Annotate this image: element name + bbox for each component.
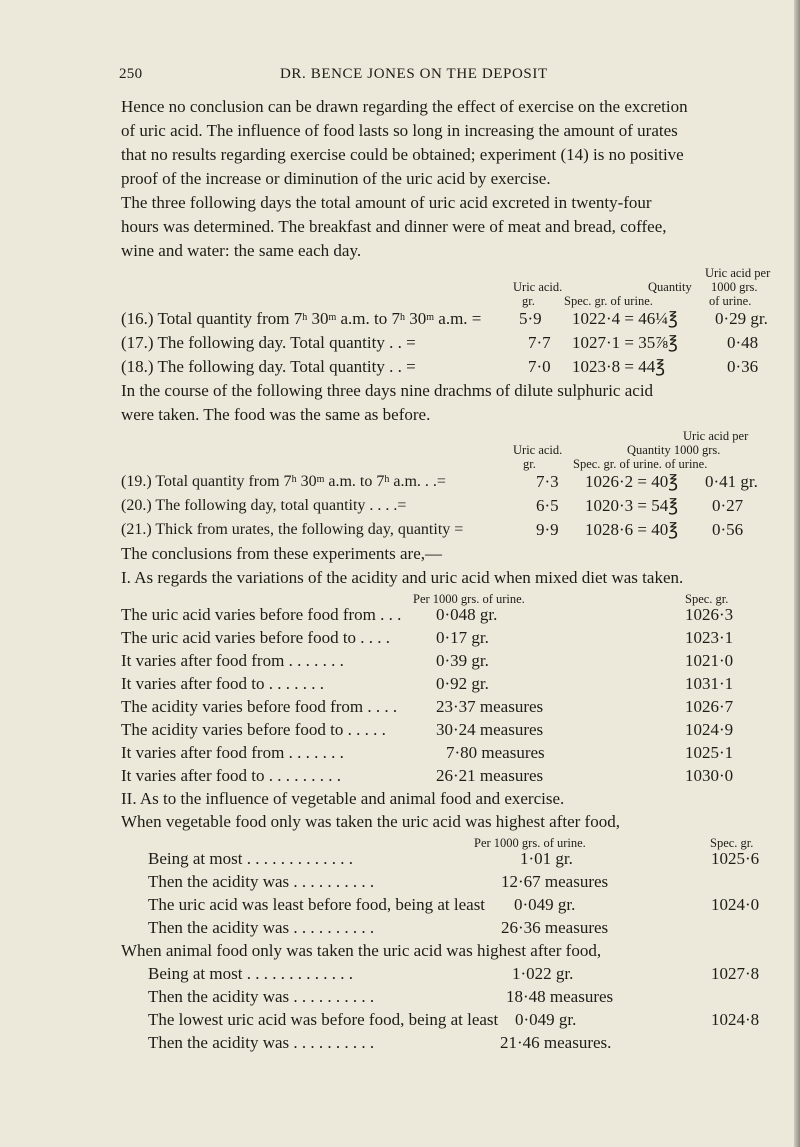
text-line: When animal food only was taken the uric acid was highest after food, bbox=[121, 941, 602, 960]
spec-cell: 1027·1 = 35⅞℥ bbox=[572, 333, 678, 352]
per-cell: 0·41 gr. bbox=[705, 472, 758, 491]
spec-cell: 1027·8 bbox=[711, 964, 760, 983]
text-line: I. As regards the variations of the acidity and uric acid when mixed diet was taken. bbox=[121, 568, 684, 587]
col-header: Spec. gr. of urine. bbox=[564, 294, 653, 308]
grains-cell: 7·7 bbox=[528, 333, 551, 352]
grains-cell: 6·5 bbox=[536, 496, 559, 515]
table-row: Then the acidity was . . . . . . . . . . bbox=[148, 1033, 375, 1052]
spec-cell: 1024·0 bbox=[711, 895, 760, 914]
per-cell: 0·48 bbox=[727, 333, 759, 352]
table-row: (18.) The following day. Total quantity . . = bbox=[121, 357, 416, 376]
value-cell: 23·37 measures bbox=[436, 697, 544, 716]
table-row: The uric acid was least before food, being at least bbox=[148, 895, 486, 914]
spec-cell: 1030·0 bbox=[685, 766, 734, 785]
text-line: of uric acid. The influence of food lasts so long in increasing the amount of urates bbox=[121, 121, 678, 140]
value-cell: 0·049 gr. bbox=[514, 895, 576, 914]
spec-cell: 1025·6 bbox=[711, 849, 760, 868]
per-cell: 0·29 gr. bbox=[715, 309, 768, 328]
table-row: (19.) Total quantity from 7$^h$ 30$^m$ a.m. to 7$^h$ a.m. . .= bbox=[121, 473, 446, 490]
value-cell: 26·36 measures bbox=[501, 918, 609, 937]
table-row: It varies after food to . . . . . . . . . bbox=[121, 766, 341, 785]
col-header: gr. bbox=[523, 457, 536, 471]
value-cell: 0·049 gr. bbox=[515, 1010, 577, 1029]
spec-cell: 1023·8 = 44℥ bbox=[572, 357, 666, 376]
grains-cell: 9·9 bbox=[536, 520, 559, 539]
table-row: The uric acid varies before food from . . . bbox=[121, 605, 402, 624]
table-row: (16.) Total quantity from 7$^h$ 30$^m$ a.m. to 7$^h$ 30$^m$ a.m. = bbox=[121, 309, 482, 328]
table-row: Being at most . . . . . . . . . . . . . bbox=[148, 964, 353, 983]
col-header: of urine. bbox=[709, 294, 752, 308]
value-cell: 1·01 gr. bbox=[520, 849, 573, 868]
text-line: proof of the increase or diminution of the uric acid by exercise. bbox=[121, 169, 551, 188]
grains-cell: 7·3 bbox=[536, 472, 559, 491]
text-line: that no results regarding exercise could be obtained; experiment (14) is no positive bbox=[121, 145, 684, 164]
table-row: The uric acid varies before food to . . . . bbox=[121, 628, 391, 647]
col-header: Spec. gr. bbox=[685, 592, 729, 606]
spec-cell: 1026·3 bbox=[685, 605, 734, 624]
spec-cell: 1022·4 = 46¼℥ bbox=[572, 309, 678, 328]
table-row: It varies after food to . . . . . . . bbox=[121, 674, 324, 693]
value-cell: 26·21 measures bbox=[436, 766, 544, 785]
text-line: The conclusions from these experiments are,— bbox=[121, 544, 443, 563]
per-cell: 0·36 bbox=[727, 357, 759, 376]
value-cell: 1·022 gr. bbox=[512, 964, 574, 983]
page-number: 250 bbox=[119, 66, 143, 82]
per-cell: 0·27 bbox=[712, 496, 744, 515]
col-header: Spec. gr. of urine. of urine. bbox=[573, 457, 708, 471]
table-row: It varies after food from . . . . . . . bbox=[121, 651, 344, 670]
text-line: When vegetable food only was taken the uric acid was highest after food, bbox=[121, 812, 620, 831]
value-cell: 0·17 gr. bbox=[436, 628, 489, 647]
value-cell: 18·48 measures bbox=[506, 987, 614, 1006]
value-cell: 12·67 measures bbox=[501, 872, 609, 891]
col-header: gr. bbox=[522, 294, 535, 308]
spec-cell: 1025·1 bbox=[685, 743, 734, 762]
col-header: Quantity bbox=[648, 280, 692, 294]
text-line: In the course of the following three days nine drachms of dilute sulphuric acid bbox=[121, 381, 654, 400]
col-header: Uric acid. bbox=[513, 280, 563, 294]
table-row: The acidity varies before food from . . . . bbox=[121, 697, 398, 716]
col-header: Per 1000 grs. of urine. bbox=[474, 836, 586, 850]
spec-cell: 1024·9 bbox=[685, 720, 734, 739]
col-header: Uric acid per bbox=[705, 266, 771, 280]
spec-cell: 1031·1 bbox=[685, 674, 734, 693]
col-header: Uric acid per bbox=[683, 429, 749, 443]
spec-cell: 1028·6 = 40℥ bbox=[585, 520, 679, 539]
grains-cell: 7·0 bbox=[528, 357, 551, 376]
text-line: Hence no conclusion can be drawn regarding the effect of exercise on the excretion bbox=[121, 97, 688, 116]
table-row: Then the acidity was . . . . . . . . . . bbox=[148, 872, 375, 891]
spec-cell: 1020·3 = 54℥ bbox=[585, 496, 679, 515]
grains-cell: 5·9 bbox=[519, 309, 542, 328]
table-row: (17.) The following day. Total quantity . . = bbox=[121, 333, 416, 352]
value-cell: 0·39 gr. bbox=[436, 651, 489, 670]
col-header: Quantity 1000 grs. bbox=[627, 443, 721, 457]
text-line: The three following days the total amount of uric acid excreted in twenty-four bbox=[121, 193, 652, 212]
spec-cell: 1023·1 bbox=[685, 628, 734, 647]
value-cell: 30·24 measures bbox=[436, 720, 544, 739]
col-header: Spec. gr. bbox=[710, 836, 754, 850]
running-title: DR. BENCE JONES ON THE DEPOSIT bbox=[280, 66, 548, 82]
value-cell: 0·92 gr. bbox=[436, 674, 489, 693]
table-row: (20.) The following day, total quantity . . . .= bbox=[121, 497, 407, 514]
value-cell: 21·46 measures. bbox=[500, 1033, 612, 1052]
table-row: Then the acidity was . . . . . . . . . . bbox=[148, 918, 375, 937]
table-row: Then the acidity was . . . . . . . . . . bbox=[148, 987, 375, 1006]
page-edge bbox=[794, 0, 800, 1147]
text-line: hours was determined. The breakfast and dinner were of meat and bread, coffee, bbox=[121, 217, 667, 236]
table-row: The lowest uric acid was before food, being at least bbox=[148, 1010, 499, 1029]
spec-cell: 1024·8 bbox=[711, 1010, 760, 1029]
text-line: were taken. The food was the same as before. bbox=[121, 405, 431, 424]
col-header: Per 1000 grs. of urine. bbox=[413, 592, 525, 606]
text-line: II. As to the influence of vegetable and animal food and exercise. bbox=[121, 789, 565, 808]
per-cell: 0·56 bbox=[712, 520, 744, 539]
value-cell: 7·80 measures bbox=[446, 743, 545, 762]
spec-cell: 1026·2 = 40℥ bbox=[585, 472, 679, 491]
spec-cell: 1021·0 bbox=[685, 651, 734, 670]
table-row: (21.) Thick from urates, the following day, quantity = bbox=[121, 521, 464, 538]
table-row: Being at most . . . . . . . . . . . . . bbox=[148, 849, 353, 868]
value-cell: 0·048 gr. bbox=[436, 605, 498, 624]
col-header: Uric acid. bbox=[513, 443, 563, 457]
text-line: wine and water: the same each day. bbox=[121, 241, 362, 260]
table-row: It varies after food from . . . . . . . bbox=[121, 743, 344, 762]
col-header: 1000 grs. bbox=[711, 280, 758, 294]
table-row: The acidity varies before food to . . . . . bbox=[121, 720, 386, 739]
spec-cell: 1026·7 bbox=[685, 697, 734, 716]
